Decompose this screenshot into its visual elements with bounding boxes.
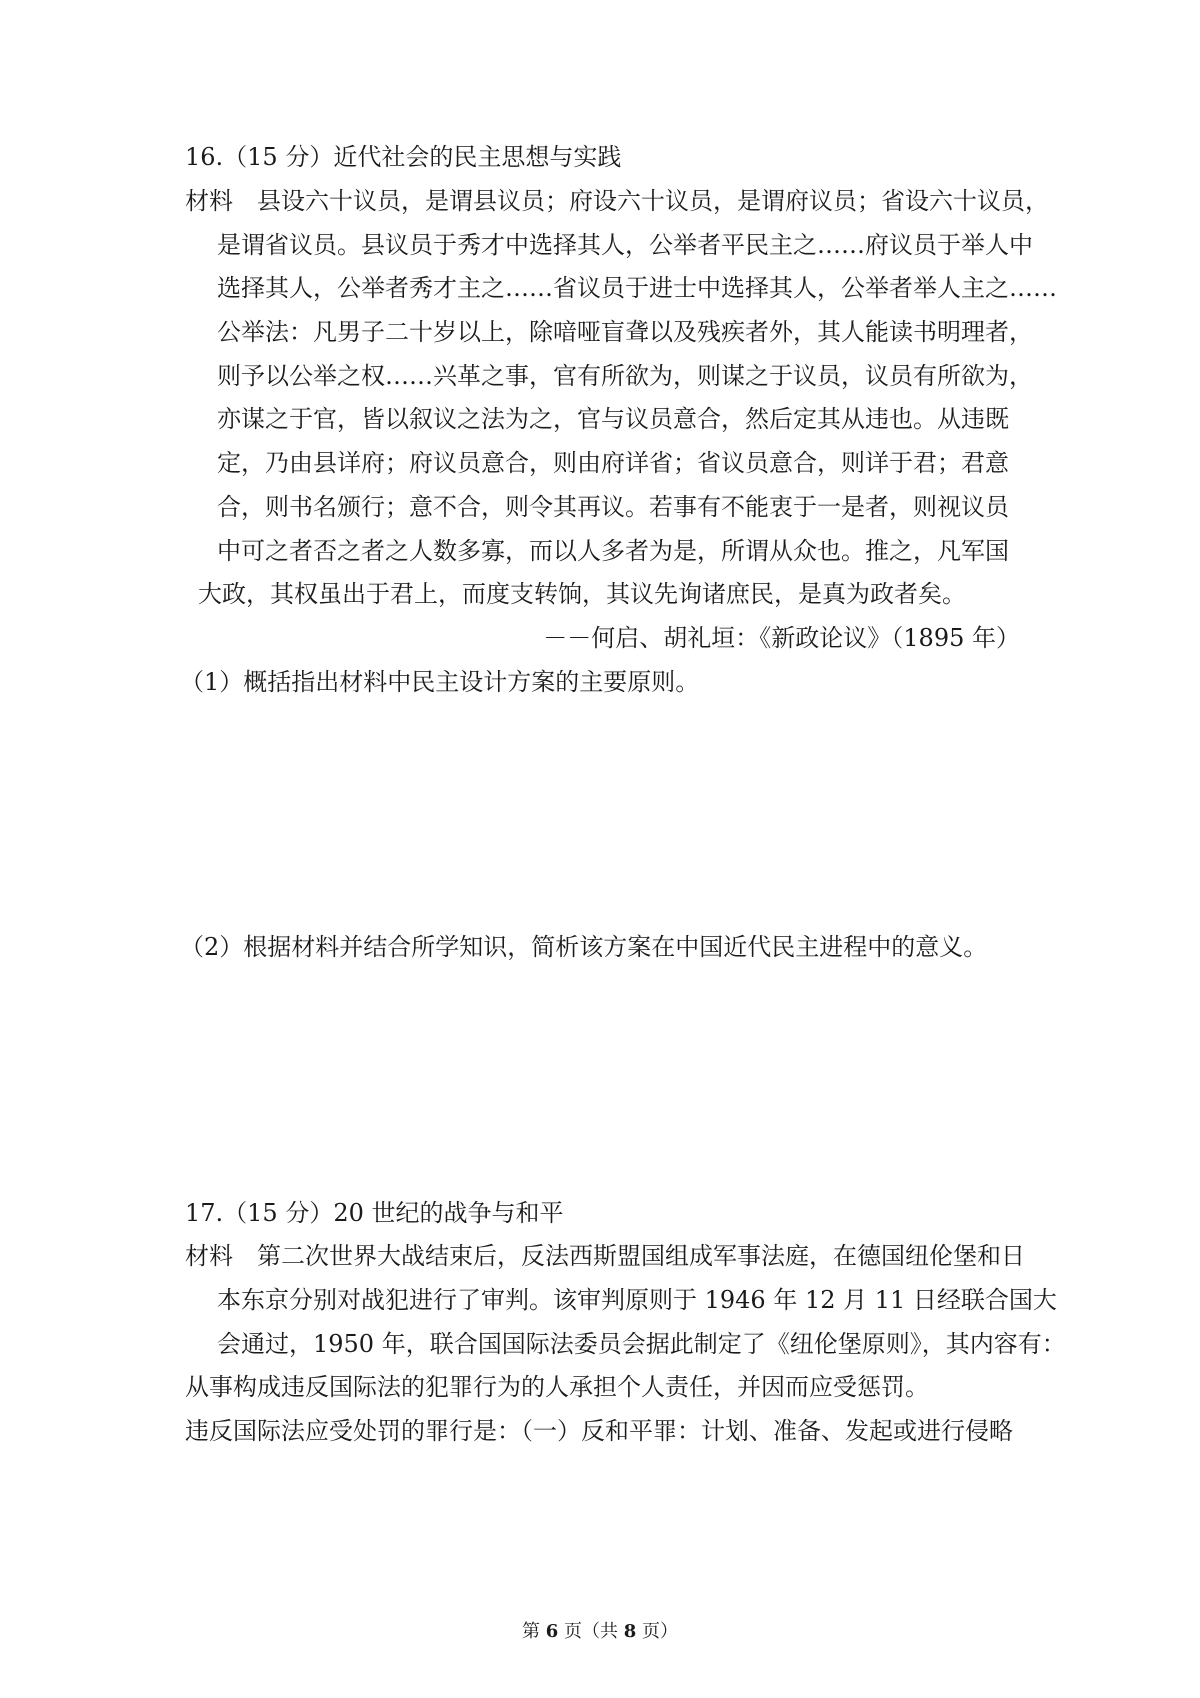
- q16-material-line-8: 合，则书名颁行；意不合，则令其再议。若事有不能衷于一是者，则视议员: [217, 493, 1009, 521]
- q16-title: 16.（15 分）近代社会的民主思想与实践: [185, 143, 622, 171]
- q16-material-line-1: 材料 县设六十议员，是谓县议员；府设六十议员，是谓府议员；省设六十议员，: [185, 187, 1049, 215]
- footer-suffix: 页）: [636, 1621, 678, 1642]
- q16-source-citation: －－何启、胡礼垣：《新政论议》（1895 年）: [543, 624, 1020, 652]
- q16-material-line-6: 亦谋之于官，皆以叙议之法为之，官与议员意合，然后定其从违也。从违既: [217, 405, 1009, 433]
- q17-material-line-5: 违反国际法应受处罚的罪行是：（一）反和平罪：计划、准备、发起或进行侵略: [185, 1417, 1013, 1445]
- q17-material-line-4: 从事构成违反国际法的犯罪行为的人承担个人责任，并因而应受惩罚。: [185, 1373, 929, 1401]
- q16-material-line-10: 大政，其权虽出于君上，而度支转饷，其议先询诸庶民，是真为政者矣。: [198, 580, 966, 608]
- q16-material-line-3: 选择其人，公举者秀才主之……省议员于进士中选择其人，公举者举人主之……: [217, 274, 1057, 302]
- q17-title: 17.（15 分）20 世纪的战争与和平: [185, 1199, 564, 1227]
- q17-material-line-2: 本东京分别对战犯进行了审判。该审判原则于 1946 年 12 月 11 日经联合国大: [217, 1286, 1057, 1314]
- q16-material-line-2: 是谓省议员。县议员于秀才中选择其人，公举者平民主之……府议员于举人中: [217, 231, 1033, 259]
- footer-middle: 页（共: [558, 1621, 624, 1642]
- q16-material-line-7: 定，乃由县详府；府议员意合，则由府详省；省议员意合，则详于君；君意: [217, 449, 1009, 477]
- footer-page-number: 6: [545, 1621, 559, 1642]
- q16-material-line-5: 则予以公举之权……兴革之事，官有所欲为，则谋之于议员，议员有所欲为，: [217, 362, 1033, 390]
- q16-material-line-4: 公举法：凡男子二十岁以上，除喑哑盲聋以及残疾者外，其人能读书明理者，: [217, 318, 1033, 346]
- page-footer: [0, 1620, 1200, 1644]
- q16-subquestion-1: （1）概括指出材料中民主设计方案的主要原则。: [180, 668, 700, 696]
- q16-subquestion-2: （2）根据材料并结合所学知识，简析该方案在中国近代民主进程中的意义。: [180, 933, 988, 961]
- q17-material-line-1: 材料 第二次世界大战结束后，反法西斯盟国组成军事法庭，在德国纽伦堡和日: [185, 1242, 1025, 1270]
- q16-material-line-9: 中可之者否之者之人数多寡，而以人多者为是，所谓从众也。推之，凡军国: [217, 537, 1009, 565]
- footer-prefix: 第: [522, 1621, 546, 1642]
- q17-material-line-3: 会通过，1950 年，联合国国际法委员会据此制定了《纽伦堡原则》，其内容有：: [217, 1330, 1066, 1358]
- footer-total-pages: 8: [623, 1621, 637, 1642]
